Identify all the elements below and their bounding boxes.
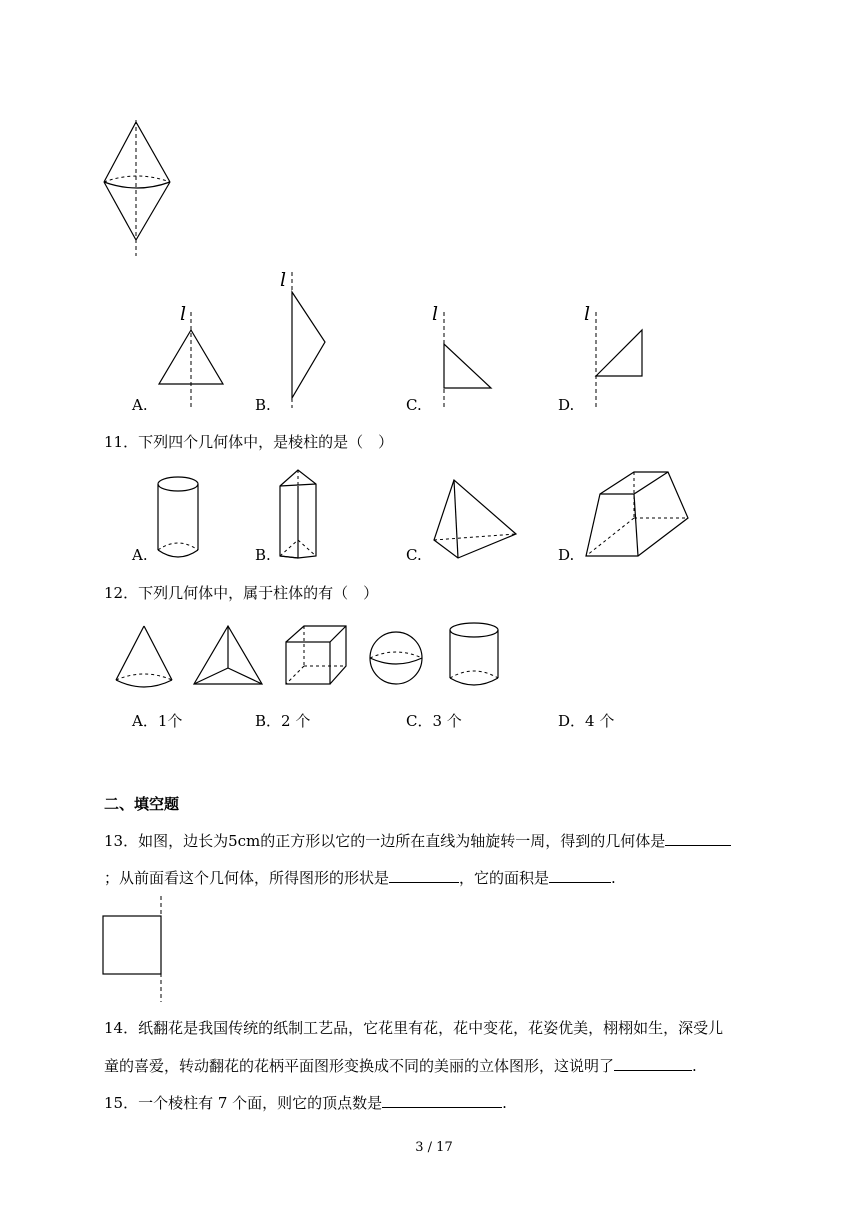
q10-option-d-figure [590,308,650,410]
q11-stem: 11．下列四个几何体中，是棱柱的是（ ） [104,433,394,451]
q10-option-d[interactable]: D. [558,396,575,414]
q13-text-1: 13．如图，边长为5cm的正方形以它的一边所在直线为轴旋转一周，得到的几何体是 [104,832,666,850]
q15-text: 15．一个棱柱有 7 个面，则它的顶点数是 [104,1094,383,1112]
q13-blank-3[interactable] [549,866,611,883]
axis-label-b: l [280,269,287,291]
q15-text-end: . [502,1094,507,1112]
q13-line1 [104,829,731,851]
cube-figure [282,622,350,688]
q14-line1: 14．纸翻花是我国传统的纸制工艺品，它花里有花，花中变花，花姿优美，栩栩如生，深受儿 [104,1019,724,1037]
q10-option-b-figure [285,270,335,410]
q12-option-d[interactable]: D．4 个 [558,712,615,730]
q11-option-c[interactable]: C. [406,546,422,564]
q10-option-a[interactable]: A. [132,396,148,414]
q15-blank[interactable] [382,1091,502,1108]
q13-text-3: ，它的面积是 [459,869,550,887]
q13-text-2: ；从前面看这个几何体，所得图形的形状是 [104,869,390,887]
triangular-prism-figure [276,466,326,562]
q12-stem: 12．下列几何体中，属于柱体的有（ ） [104,584,379,602]
axis-label-d: l [584,303,591,325]
q14-text: 童的喜爱，转动翻花的花柄平面图形变换成不同的美丽的立体图形，这说明了 [104,1057,615,1075]
q15-line [104,1091,507,1113]
q10-option-a-figure [155,308,230,410]
q12-option-b[interactable]: B．2 个 [255,712,311,730]
q11-option-a[interactable]: A. [132,546,148,564]
q10-option-b[interactable]: B. [255,396,271,414]
pyramid-figure [430,476,520,562]
q12-option-c[interactable]: C．3 个 [406,712,462,730]
page-number: 3 / 17 [415,1140,453,1155]
tetrahedron-figure [190,622,266,688]
axis-label-a: l [180,303,187,325]
q13-line2 [104,866,616,888]
cylinder-figure-2 [446,620,504,692]
double-cone-figure [100,118,180,258]
q10-option-c-figure [438,308,498,410]
q11-option-b[interactable]: B. [255,546,271,564]
q11-option-d[interactable]: D. [558,546,575,564]
cone-figure [112,622,176,692]
q14-line2 [104,1054,697,1076]
q14-text-end: . [692,1057,697,1075]
sphere-figure [366,628,426,688]
q14-blank[interactable] [614,1054,692,1071]
q13-text-end: . [611,869,616,887]
q10-option-c[interactable]: C. [406,396,422,414]
axis-label-c: l [432,303,439,325]
q13-blank-2[interactable] [389,866,459,883]
frustum-prism-figure [582,436,692,562]
cylinder-figure [156,474,206,564]
section-heading: 二、填空题 [104,795,180,813]
q13-blank-1[interactable] [665,829,731,846]
square-rotation-figure [102,894,168,1004]
q12-option-a[interactable]: A．1个 [132,712,183,730]
